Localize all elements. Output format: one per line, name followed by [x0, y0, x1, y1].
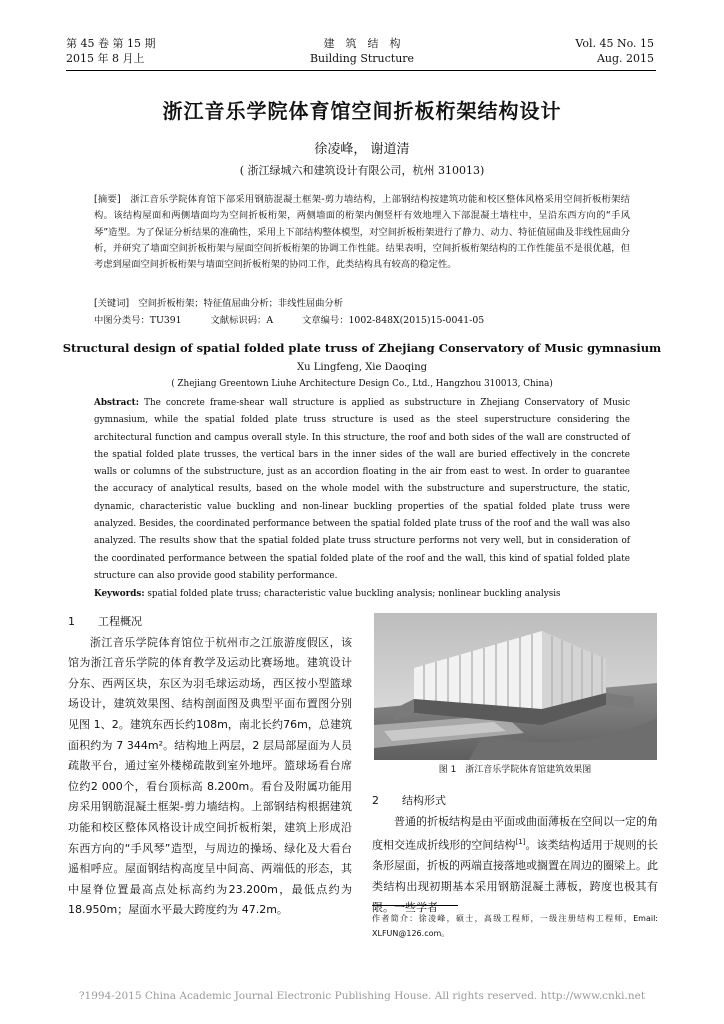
header-date-en: Aug. 2015: [596, 52, 654, 65]
section-1-title: 工程概况: [98, 615, 142, 628]
header-date-cn: 2015 年 8 月上: [66, 52, 145, 65]
section-1-heading: [68, 612, 352, 633]
document-code: 文献标识码：A: [210, 315, 274, 326]
right-column: [372, 791, 658, 918]
section-2-heading: [372, 791, 658, 812]
affiliation-cn: ( 浙江绿城六和建筑设计有限公司，杭州 310013): [239, 164, 485, 177]
gymnasium-rendering-image: [374, 613, 657, 760]
abstract-cn: [94, 192, 630, 273]
clc-number: 中图分类号：TU391: [94, 315, 182, 326]
author-footnote: 作者简介：徐凌峰，硕士，高级工程师，一级注册结构工程师，Email: XLFUN@126.com。: [372, 914, 658, 938]
affiliation-en: ( Zhejiang Greentown Liuhe Architecture Design Co., Ltd., Hangzhou 310013, China): [171, 379, 553, 389]
left-column: [68, 612, 352, 921]
article-number: 文章编号：1002-848X(2015)15-0041-05: [302, 315, 485, 326]
header-volume-en: Vol. 45 No. 15: [575, 37, 654, 50]
header-volume-info: [575, 36, 654, 66]
section-2-text-b: 。该类结构适用于规则的长条形屋面，折板的两端直接落地或搁置在周边的圈梁上。此类结构出现初期基本采用钢筋混凝土薄板，跨度也极其有限。一些学者: [372, 838, 659, 914]
figure-1-caption: 图 1 浙江音乐学院体育馆建筑效果图: [438, 765, 592, 775]
section-2-title: 结构形式: [402, 794, 446, 807]
footnote-rule: [372, 905, 458, 906]
abstract-en-label: Abstract:: [94, 398, 139, 408]
header-journal-en: Building Structure: [309, 52, 415, 65]
section-1-number: 1: [68, 615, 75, 628]
abstract-en-text: The concrete frame-shear wall structure is applied as substructure in Zhejiang Conservatory of Music gymnasium, while the spatial folded plate truss structure is used as the steel superstructure considering the architectural function and campus overall style. In this structure, the roof and both sides of the wall are constructed of the spatial folded plate trusses, the vertical bars in the inner sides of the wall are buried effectively in the concrete walls or columns of the substructure, just as an accordion floating in the air from east to west. In order to guarantee the accuracy of analytical results, based on the whole model with the substructure and superstructure, the static, dynamic, characteristic value buckling and non-linear buckling properties of the spatial folded plate truss were analyzed. Besides, the coordinated performance between the spatial folded plate truss of the roof and the wall was also analyzed. The results show that the spatial folded plate truss structure performs not very well, but in consideration of the coordinated performance between the spatial folded plate of the roof and the wall, this kind of spatial folded plate structure can also provide good stability performance.: [94, 398, 631, 581]
keywords-en: [94, 586, 630, 602]
abstract-en: [94, 395, 630, 585]
authors-en: Xu Lingfeng, Xie Daoqing: [296, 362, 428, 373]
header-issue-cn: 第 45 卷 第 15 期: [66, 37, 156, 50]
abstract-cn-text: 浙江音乐学院体育馆下部采用钢筋混凝土框架-剪力墙结构，上部钢结构按建筑功能和校区整体风格采用空间折板桁架结构。该结构屋面和两侧墙面均为空间折板桁架，两侧墙面的桁架内侧竖杆有效地埋入下部混凝土墙柱中，呈沿东西方向的“手风琴”造型。为了保证分析结果的准确性，采用上下部结构整体模型，对空间折板桁架进行了静力、动力、特征值屈曲及非线性屈曲分析，并研究了墙面空间折板桁架与屋面空间折板桁架的协调工作性能。结果表明，空间折板桁架结构的工作性能虽不是很优越，但考虑到屋面空间折板桁架与墙面空间折板桁架的协同工作，此类结构具有较高的稳定性。: [94, 194, 630, 271]
copyright-line: ?1994-2015 China Academic Journal Electronic Publishing House. All rights reserved. http://www.cnki.net: [78, 990, 646, 1002]
figure-1-rendering: [374, 613, 657, 760]
section-2-number: 2: [372, 794, 379, 807]
keywords-en-text: spatial folded plate truss; characteristic value buckling analysis; nonlinear buckling analysis: [147, 589, 561, 599]
abstract-cn-label: [摘要]: [94, 194, 121, 205]
authors-cn: 徐凌峰， 谢道清: [314, 142, 410, 157]
section-2-paragraph: [372, 812, 658, 919]
section-1-paragraph: 浙江音乐学院体育馆位于杭州市之江旅游度假区，该馆为浙江音乐学院的体育教学及运动比赛场地。建筑设计分东、西两区块，东区为羽毛球运动场，西区按小型篮球场设计，建筑效果图、结构剖面图及典型平面布置图分别见图 1、2。建筑东西长约108m，南北长约76m，总建筑面积约为 7 344m²。结构地上两层，2 层局部屋面为人员疏散平台，通过室外楼梯疏散到室外地坪。篮球场看台席位约2 000个，看台顶标高 8.200m。看台及附属功能用房采用钢筋混凝土框架-剪力墙结构。上部钢结构根据建筑功能和校区整体风格设计成空间折板桁架，建筑上形成沿东西方向的“手风琴”造型，与周边的操场、绿化及大看台遥相呼应。屋面钢结构高度呈中间高、两端低的形态，其中屋脊位置最高点处标高约为23.200m，最低点约为 18.950m；屋面水平最大跨度约为 47.2m。: [68, 635, 352, 917]
keywords-cn-text: 空间折板桁架；特征值屈曲分析；非线性屈曲分析: [138, 298, 344, 309]
paper-title-cn: 浙江音乐学院体育馆空间折板桁架结构设计: [162, 99, 562, 123]
section-2-text-a: 普通的折板结构是由平面或曲面薄板在空间以一定的角度相交连成折线形的空间结构: [372, 814, 658, 852]
keywords-cn: [94, 296, 630, 312]
citation-ref: [1]: [515, 838, 526, 847]
classification-line: [94, 313, 510, 329]
header-journal-cn: 建 筑 结 构: [323, 37, 401, 50]
keywords-cn-label: [关键词]: [94, 298, 130, 309]
keywords-en-label: Keywords:: [94, 589, 145, 599]
header-rule: [66, 70, 656, 71]
paper-title-en: Structural design of spatial folded plate truss of Zhejiang Conservatory of Music gymnasium: [62, 341, 662, 355]
